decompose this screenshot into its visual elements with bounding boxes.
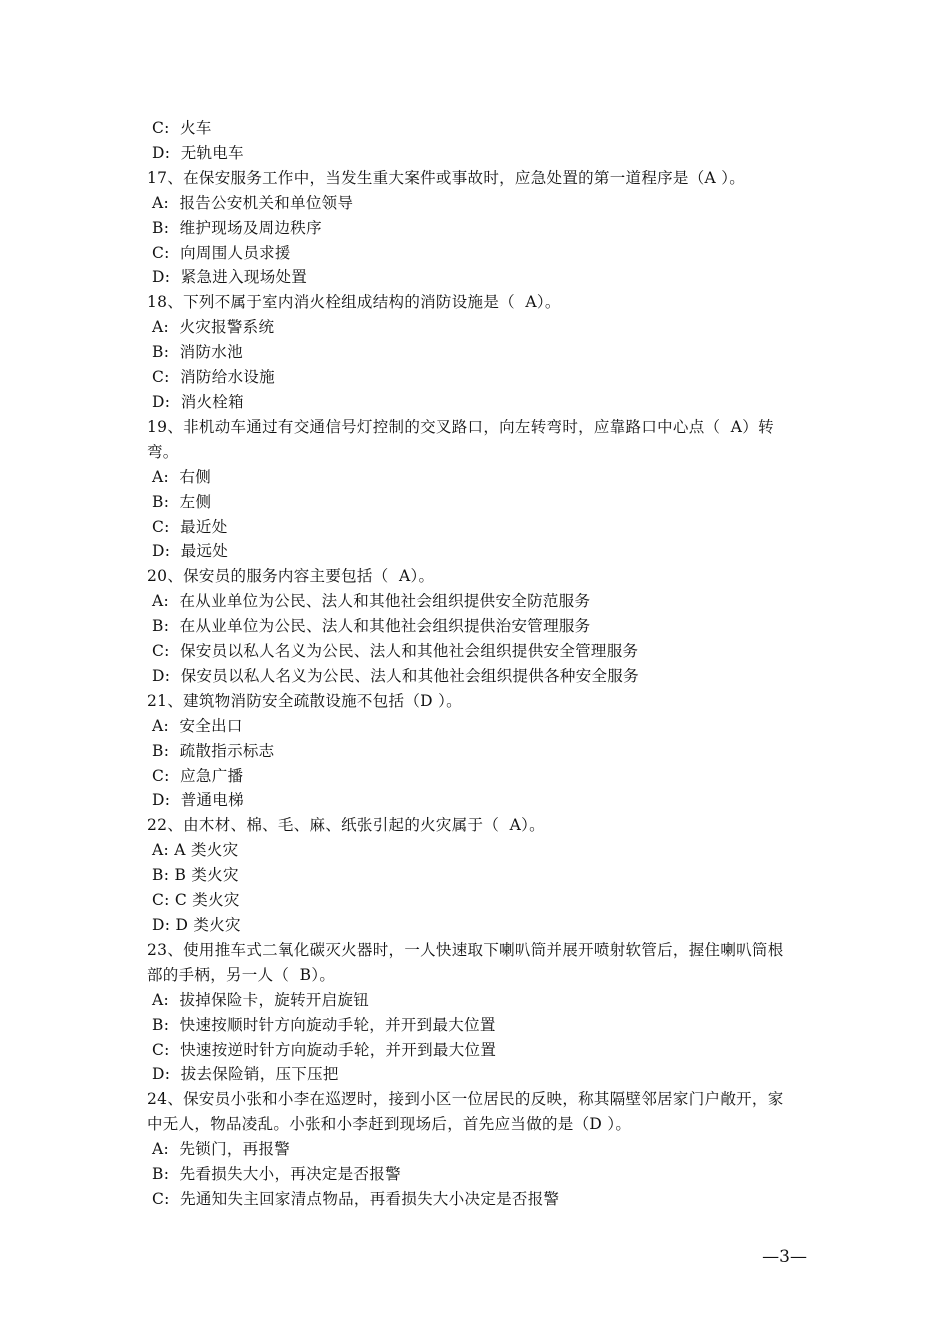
option-line: A: 在从业单位为公民、法人和其他社会组织提供安全防范服务 <box>152 592 591 611</box>
option-line: D: 最远处 <box>152 542 229 561</box>
option-line: C: 最近处 <box>152 517 228 536</box>
question-list <box>147 116 812 1212</box>
option-line: B: 快速按顺时针方向旋动手轮，并开到最大位置 <box>152 1015 496 1034</box>
question-line: 中无人，物品凌乱。小张和小李赶到现场后，首先应当做的是（D ）。 <box>147 1115 632 1134</box>
option-line: C: C 类火灾 <box>152 891 240 910</box>
option-line: A: 火灾报警系统 <box>152 318 275 337</box>
option-line: A: 报告公安机关和单位领导 <box>152 193 354 212</box>
option-line: A: 拔掉保险卡，旋转开启旋钮 <box>152 990 370 1009</box>
question-line: 17、在保安服务工作中，当发生重大案件或事故时，应急处置的第一道程序是（A ）。 <box>147 168 746 187</box>
option-line: C: 应急广播 <box>152 766 244 785</box>
option-line: B: 在从业单位为公民、法人和其他社会组织提供治安管理服务 <box>152 617 591 636</box>
question-line: 部的手柄，另一人（ B）。 <box>147 965 336 984</box>
option-line: D: D 类火灾 <box>152 916 241 934</box>
option-line: B: B 类火灾 <box>152 866 239 885</box>
option-line: C: 保安员以私人名义为公民、法人和其他社会组织提供安全管理服务 <box>152 642 639 661</box>
option-line: D: 紧急进入现场处置 <box>152 268 308 287</box>
question-line: 21、建筑物消防安全疏散设施不包括（D ）。 <box>147 691 462 710</box>
question-line: 18、下列不属于室内消火栓组成结构的消防设施是（ A）。 <box>147 293 561 312</box>
option-line: A: 安全出口 <box>152 716 243 735</box>
option-line: A: 先锁门，再报警 <box>152 1140 291 1159</box>
option-line: D: 普通电梯 <box>152 791 244 810</box>
question-line: 22、由木材、棉、毛、麻、纸张引起的火灾属于（ A）。 <box>147 816 545 835</box>
option-line: B: 先看损失大小，再决定是否报警 <box>152 1165 401 1184</box>
question-line: 20、保安员的服务内容主要包括（ A）。 <box>147 567 435 586</box>
question-line: 24、保安员小张和小李在巡逻时，接到小区一位居民的反映，称其隔壁邻居家门户敞开，家 <box>147 1090 784 1109</box>
option-line: C: 向周围人员求援 <box>152 243 291 262</box>
option-line: D: 消火栓箱 <box>152 392 244 411</box>
option-line: C: 先通知失主回家清点物品，再看损失大小决定是否报警 <box>152 1189 560 1208</box>
option-line: D: 拔去保险销，压下压把 <box>152 1065 339 1084</box>
option-line: B: 疏散指示标志 <box>152 741 275 760</box>
option-line: D: 保安员以私人名义为公民、法人和其他社会组织提供各种安全服务 <box>152 666 639 685</box>
option-line: D: 无轨电车 <box>152 143 244 162</box>
question-line: 23、使用推车式二氧化碳灭火器时，一人快速取下喇叭筒并展开喷射软管后，握住喇叭筒根 <box>147 940 784 959</box>
option-line: A: 右侧 <box>152 467 212 486</box>
option-line: C: 火车 <box>152 119 212 137</box>
option-line: B: 消防水池 <box>152 343 243 362</box>
option-line: C: 快速按逆时针方向旋动手轮，并开到最大位置 <box>152 1040 497 1059</box>
option-line: A: A 类火灾 <box>152 841 239 860</box>
page-number: —3— <box>762 1247 807 1267</box>
question-line: 弯。 <box>147 442 179 461</box>
option-line: B: 左侧 <box>152 492 212 511</box>
question-line: 19、非机动车通过有交通信号灯控制的交叉路口，向左转弯时，应靠路口中心点（ A）转 <box>147 417 774 436</box>
option-line: B: 维护现场及周边秩序 <box>152 218 322 237</box>
option-line: C: 消防给水设施 <box>152 368 275 387</box>
